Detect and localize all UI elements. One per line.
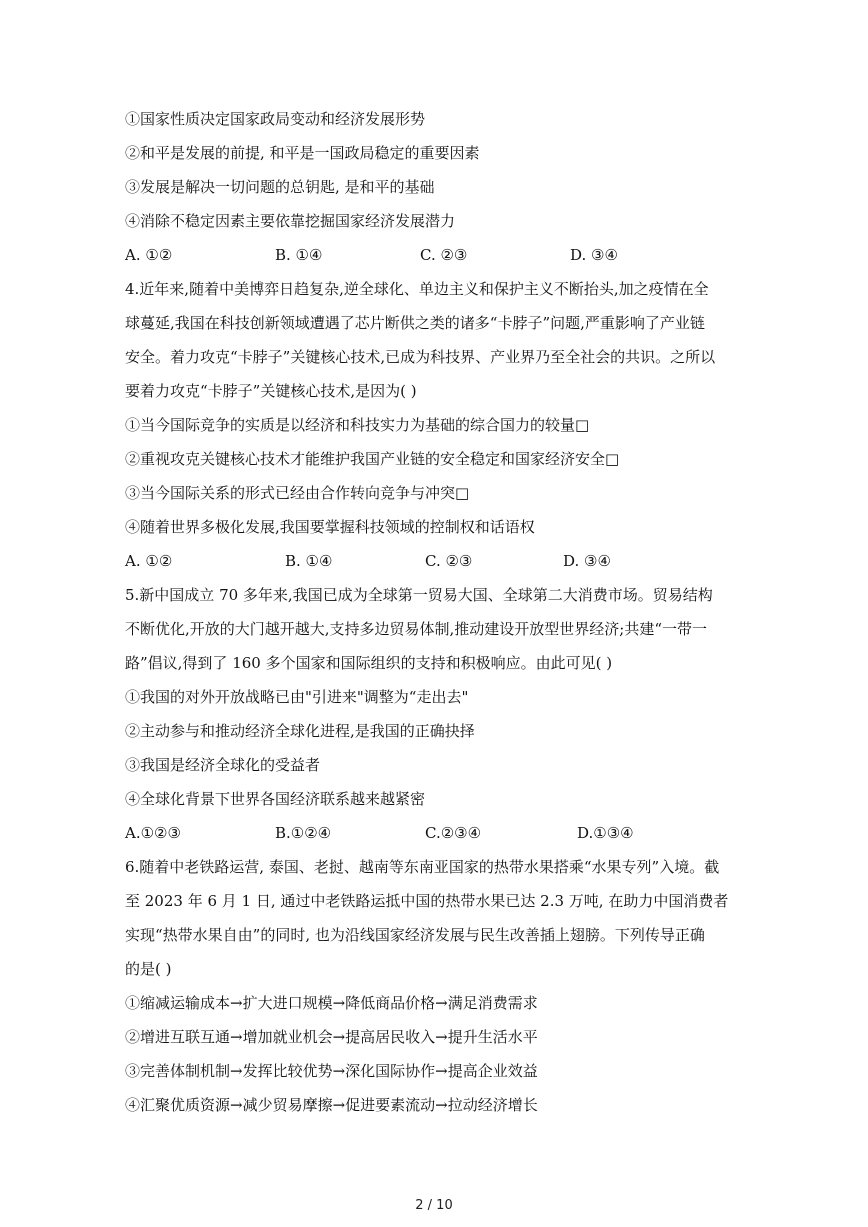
q4-option-a: A. ①② (125, 552, 173, 570)
q3-options (125, 238, 750, 272)
q5-stem (125, 578, 750, 680)
q3-item-4: ④消除不稳定因素主要依靠挖掘国家经济发展潜力 (125, 212, 456, 230)
q6-stem-line: 6.随着中老铁路运营, 泰国、老挝、越南等东南亚国家的热带水果搭乘“水果专列”入境。截 (125, 858, 720, 876)
q4-item-4: ④随着世界多极化发展,我国要掌握科技领域的控制权和话语权 (125, 518, 535, 536)
q3-option-d: D. ③④ (570, 246, 618, 264)
q4-option-d: D. ③④ (563, 552, 611, 570)
q6-item-4: ④汇聚优质资源→减少贸易摩擦→促进要素流动→拉动经济增长 (125, 1096, 538, 1114)
q4-options (125, 544, 750, 578)
q5-option-b: B.①②④ (275, 824, 332, 842)
q5-stem-line: 路”倡议,得到了 160 多个国家和国际组织的支持和积极响应。由此可见( ) (125, 654, 613, 672)
q6-item-2: ②增进互联互通→增加就业机会→提高居民收入→提升生活水平 (125, 1028, 538, 1046)
q5-item-3: ③我国是经济全球化的受益者 (125, 756, 321, 774)
q4-option-c: C. ②③ (425, 552, 473, 570)
q4-stem-line: 要着力攻克“卡脖子”关键核心技术,是因为( ) (125, 382, 417, 400)
q6-item-1: ①缩减运输成本→扩大进口规模→降低商品价格→满足消费需求 (125, 994, 538, 1012)
q3-option-b: B. ①④ (275, 246, 323, 264)
q5-option-d: D.①③④ (577, 824, 634, 842)
page-number: 2 / 10 (415, 1198, 453, 1213)
q6-stem-line: 至 2023 年 6 月 1 日, 通过中老铁路运抵中国的热带水果已达 2.3 万吨, 在助力中国消费者 (125, 892, 729, 910)
q4-stem-line: 4.近年来,随着中美博弈日趋复杂,逆全球化、单边主义和保护主义不断抬头,加之疫情在全 (125, 280, 709, 298)
q4-option-b: B. ①④ (285, 552, 333, 570)
q6-item-3: ③完善体制机制→发挥比较优势→深化国际协作→提高企业效益 (125, 1062, 538, 1080)
q6-stem-line: 的是( ) (125, 960, 172, 978)
q4-stem-line: 安全。着力攻克“卡脖子”关键核心技术,已成为科技界、产业界乃至全社会的共识。之所以 (125, 348, 716, 366)
q5-item-1: ①我国的对外开放战略已由"引进来"调整为“走出去" (125, 688, 469, 706)
q4-item-2: ②重视攻克关键核心技术才能维护我国产业链的安全稳定和国家经济安全□ (125, 450, 620, 468)
q3-option-c: C. ②③ (420, 246, 468, 264)
q3-item-2: ②和平是发展的前提, 和平是一国政局稳定的重要因素 (125, 144, 480, 162)
q5-options (125, 816, 750, 850)
q4-stem-line: 球蔓延,我国在科技创新领域遭遇了芯片断供之类的诸多“卡脖子”问题,严重影响了产业链 (125, 314, 705, 332)
document-body (125, 102, 750, 1122)
q5-item-2: ②主动参与和推动经济全球化进程,是我国的正确抉择 (125, 722, 475, 740)
q6-stem (125, 850, 750, 986)
q3-item-1: ①国家性质决定国家政局变动和经济发展形势 (125, 110, 426, 128)
q3-option-a: A. ①② (125, 246, 173, 264)
q5-item-4: ④全球化背景下世界各国经济联系越来越紧密 (125, 790, 426, 808)
q3-item-3: ③发展是解决一切问题的总钥匙, 是和平的基础 (125, 178, 435, 196)
q5-stem-line: 不断优化,开放的大门越开越大,支持多边贸易体制,推动建设开放型世界经济;共建“一带一 (125, 620, 708, 638)
q5-stem-line: 5.新中国成立 70 多年来,我国已成为全球第一贸易大国、全球第二大消费市场。贸易结构 (125, 586, 713, 604)
q5-option-a: A.①②③ (125, 824, 181, 842)
q5-option-c: C.②③④ (425, 824, 482, 842)
q4-stem (125, 272, 750, 408)
q6-stem-line: 实现“热带水果自由”的同时, 也为沿线国家经济发展与民生改善插上翅膀。下列传导正确 (125, 926, 705, 944)
q4-item-3: ③当今国际关系的形式已经由合作转向竞争与冲突□ (125, 484, 470, 502)
q4-item-1: ①当今国际竞争的实质是以经济和科技实力为基础的综合国力的较量□ (125, 416, 590, 434)
